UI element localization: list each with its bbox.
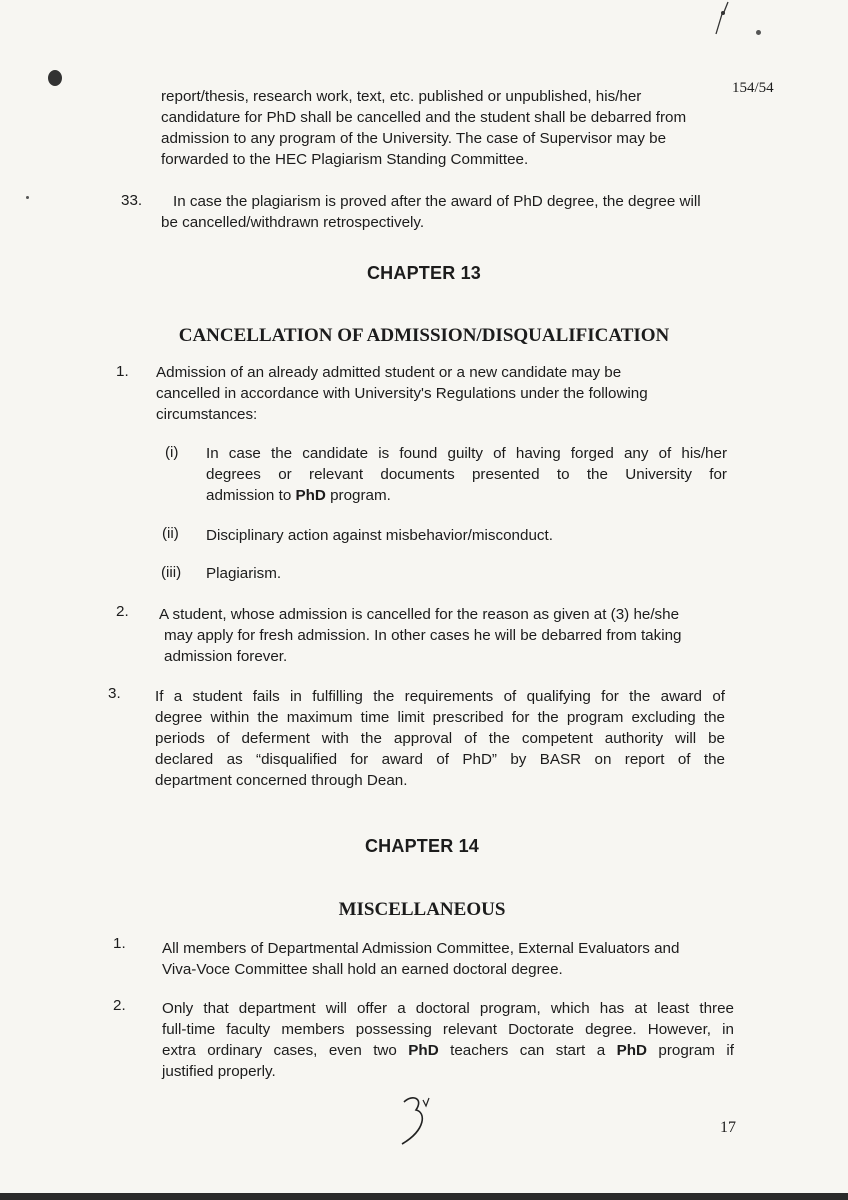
sub-ii-text: Disciplinary action against misbehavior/misconduct. (206, 527, 553, 544)
sub-line: admission to PhD program. (206, 487, 391, 504)
ch14-item2-number: 2. (113, 997, 126, 1014)
ch13-item3-number: 3. (108, 685, 121, 702)
pen-mark-top (706, 0, 736, 40)
page-reference: 154/54 (732, 80, 774, 96)
sub-i-text (206, 443, 727, 506)
chapter-13-heading: CANCELLATION OF ADMISSION/DISQUALIFICATION (178, 325, 670, 346)
item-line: extra ordinary cases, even two PhD teachers can start a PhD program if (162, 1042, 734, 1059)
item-line: Admission of an already admitted student or a new candidate may be (156, 364, 622, 381)
sub-ii-number: (ii) (162, 525, 179, 542)
item-line: Viva-Voce Committee shall hold an earned doctoral degree. (162, 961, 563, 978)
continued-paragraph (161, 86, 741, 170)
sub-i-number: (i) (165, 444, 179, 461)
item-33-text (161, 191, 751, 233)
scan-speck (26, 196, 29, 199)
item-line: If a student fails in fulfilling the requirements of qualifying for the award of (155, 688, 725, 705)
item-line: In case the plagiarism is proved after the award of PhD degree, the degree will (173, 193, 701, 210)
scan-speck (756, 30, 761, 35)
paragraph-line: candidature for PhD shall be cancelled and the student shall be debarred from (161, 109, 687, 126)
item-line: degree within the maximum time limit prescribed for the program excluding the (155, 709, 725, 726)
item-line: A student, whose admission is cancelled for the reason as given at (3) he/she (159, 606, 680, 623)
scan-bottom-edge (0, 1193, 848, 1200)
handwritten-mark (396, 1092, 436, 1150)
paragraph-line: forwarded to the HEC Plagiarism Standing Committee. (161, 151, 529, 168)
item-line: may apply for fresh admission. In other cases he will be debarred from taking (164, 627, 682, 644)
paragraph-line: report/thesis, research work, text, etc. published or unpublished, his/her (161, 88, 642, 105)
ch13-item3-text (155, 686, 725, 791)
chapter-14-heading: MISCELLANEOUS (338, 899, 506, 920)
item-line: admission forever. (164, 648, 288, 665)
item-line: full-time faculty members possessing relevant Doctorate degree. However, in (162, 1021, 734, 1038)
sub-iii-number: (iii) (161, 564, 182, 581)
page-number: 17 (720, 1119, 736, 1136)
scan-speck (48, 70, 62, 86)
sub-iii-text: Plagiarism. (206, 565, 282, 582)
item-line: declared as “disqualified for award of PhD” by BASR on report of the (155, 751, 725, 768)
item-line: department concerned through Dean. (155, 772, 408, 789)
ch13-item1-number: 1. (116, 363, 129, 380)
ch14-item1-number: 1. (113, 935, 126, 952)
item-line: justified properly. (162, 1063, 276, 1080)
ch13-item2-text (159, 604, 745, 667)
item-line: cancelled in accordance with University's Regulations under the following (156, 385, 648, 402)
ch14-item1-text (162, 938, 742, 980)
ch13-item1-text (156, 362, 736, 425)
ch14-item2-text (162, 998, 734, 1082)
item-line: periods of deferment with the approval of the competent authority will be (155, 730, 725, 747)
item-line: Only that department will offer a doctoral program, which has at least three (162, 1000, 734, 1017)
chapter-13-title: CHAPTER 13 (366, 263, 482, 283)
sub-line: degrees or relevant documents presented to the University for (206, 466, 727, 483)
item-line: be cancelled/withdrawn retrospectively. (161, 214, 425, 231)
sub-line: In case the candidate is found guilty of having forged any of his/her (206, 445, 727, 462)
item-line: All members of Departmental Admission Committee, External Evaluators and (162, 940, 680, 957)
item-line: circumstances: (156, 406, 258, 423)
chapter-14-title: CHAPTER 14 (364, 836, 480, 856)
ch13-item2-number: 2. (116, 603, 129, 620)
item-33-number: 33. (121, 192, 143, 209)
paragraph-line: admission to any program of the University. The case of Supervisor may be (161, 130, 667, 147)
